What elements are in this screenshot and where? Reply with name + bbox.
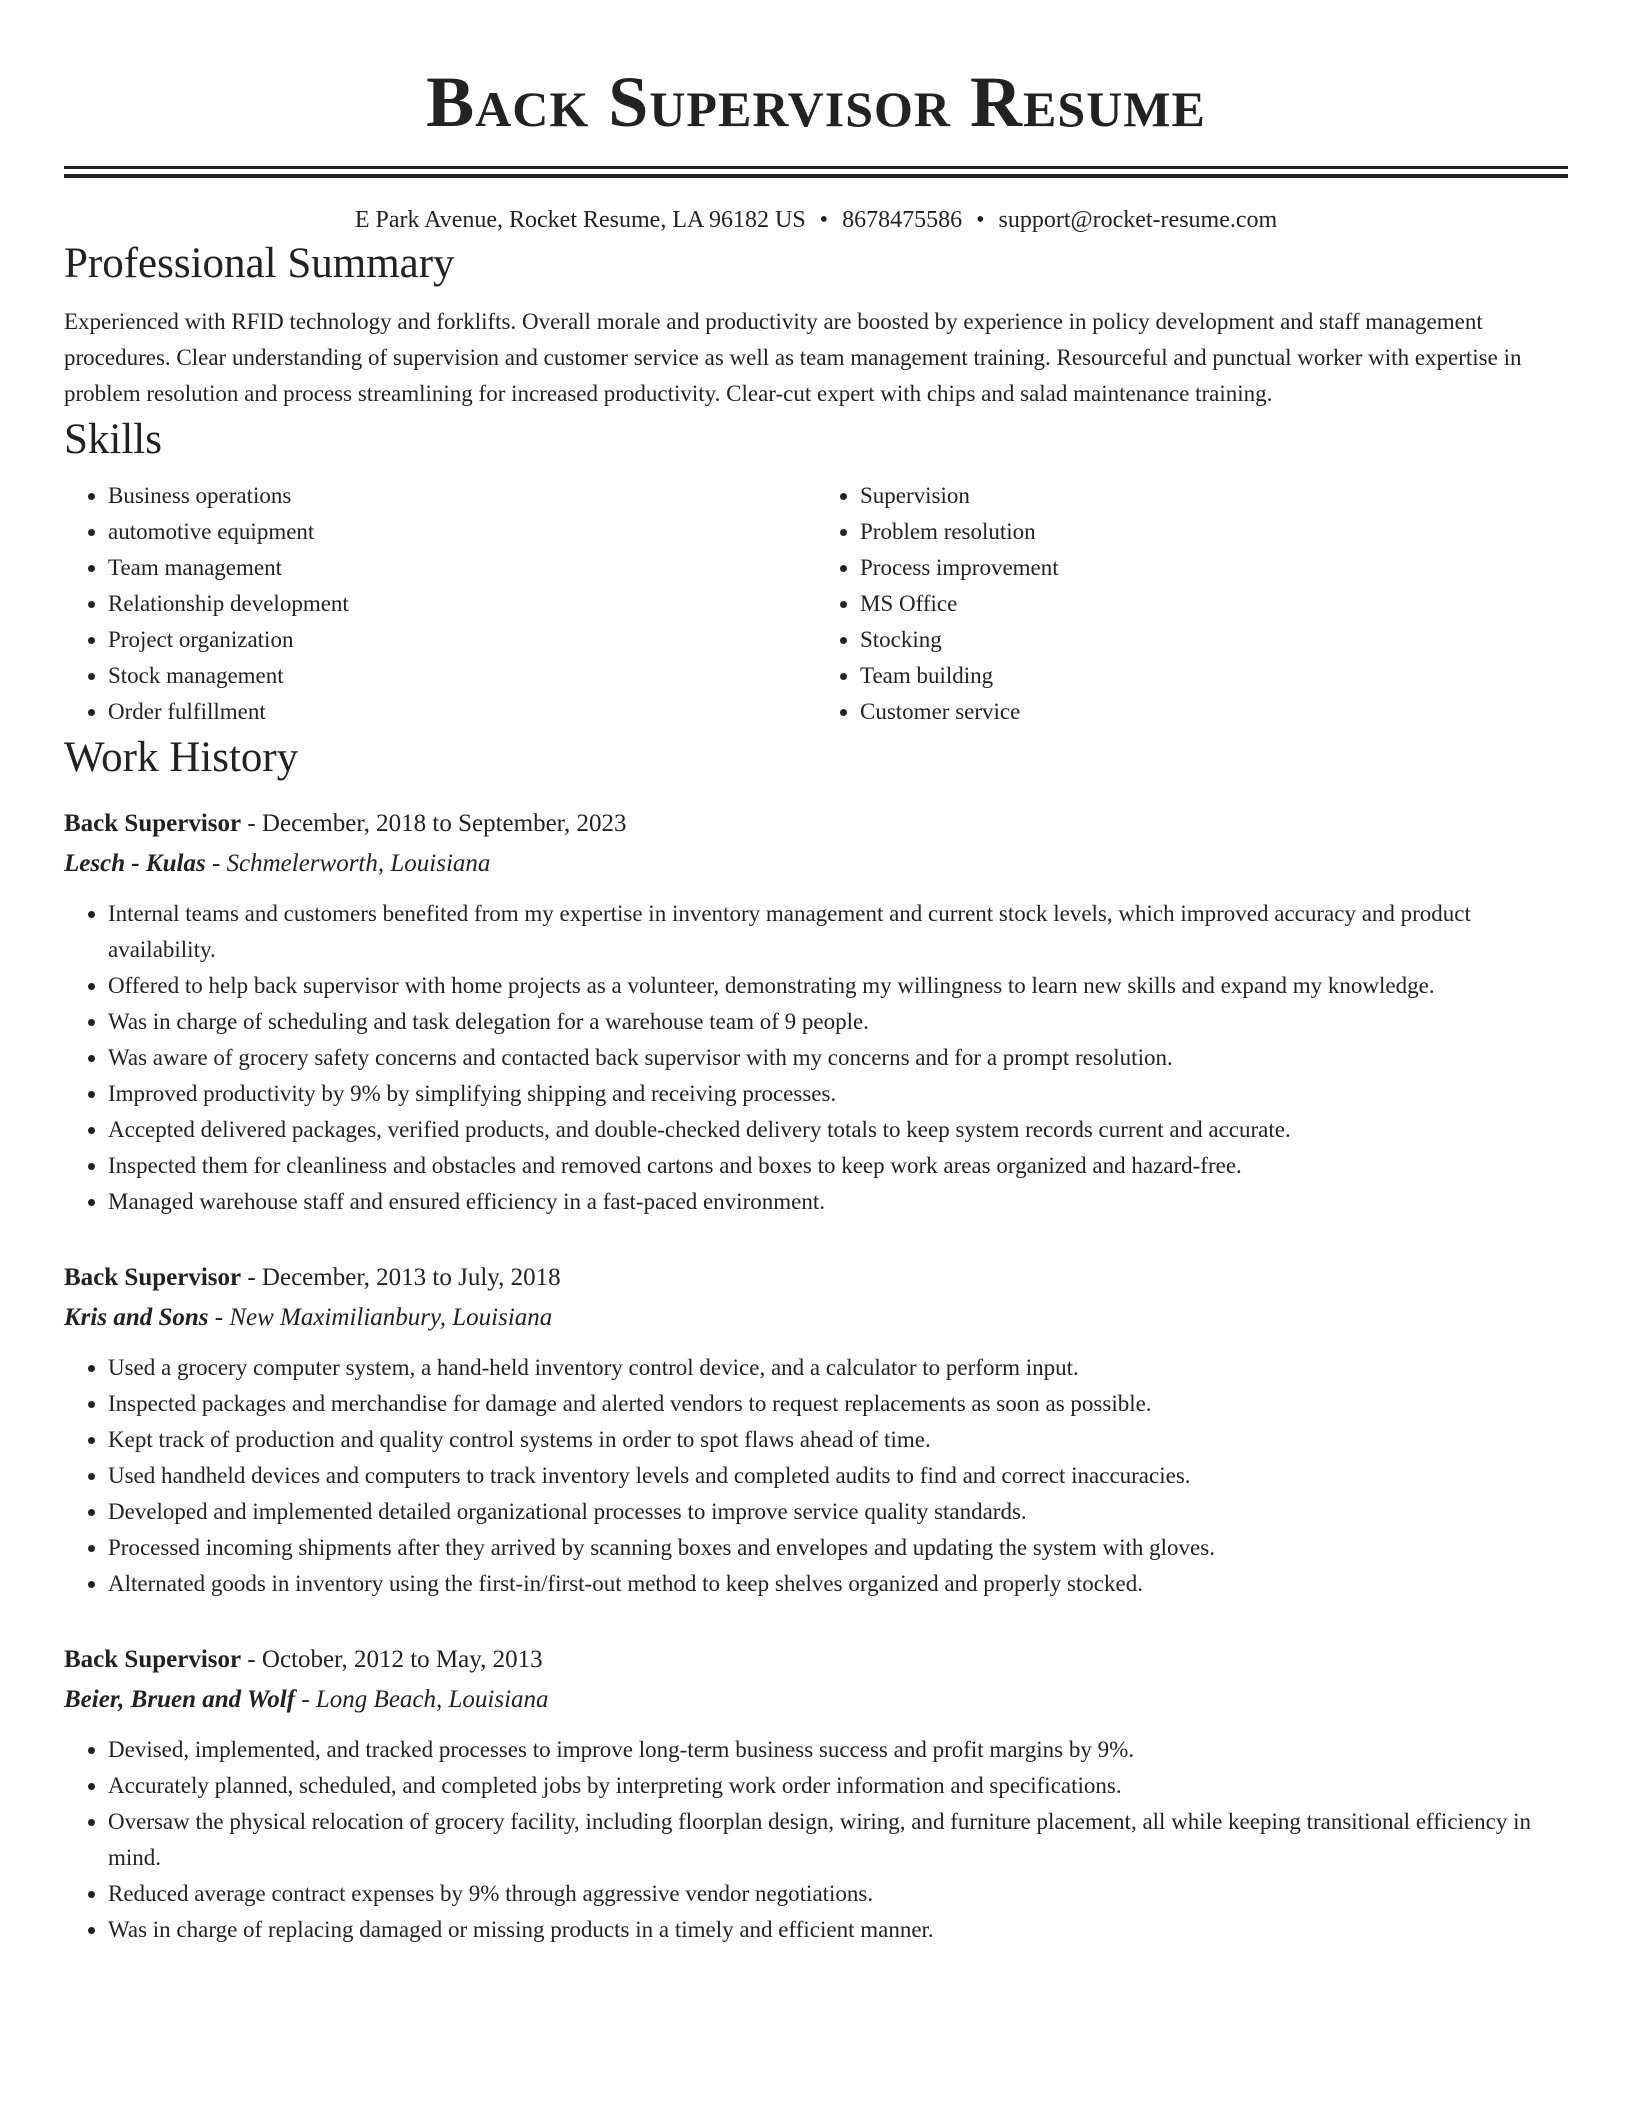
contact-separator: • [976, 207, 985, 233]
job-duty: • Processed incoming shipments after they arrived by scanning boxes and envelopes and updating the system with gloves. [108, 1530, 1568, 1566]
job-dates: - December, 2013 to July, 2018 [247, 1264, 561, 1291]
job-entry [64, 804, 1568, 1220]
skill-item: • Order fulfillment [108, 694, 816, 730]
job-duty: • Used handheld devices and computers to track inventory levels and completed audits to find and correct inaccuracies. [108, 1458, 1568, 1494]
skill-item: • MS Office [860, 586, 1568, 622]
job-title: Back Supervisor [64, 810, 242, 837]
job-duty: • Internal teams and customers benefited from my expertise in inventory management and current stock levels, which improved accuracy and product availability. [108, 896, 1568, 968]
contact-email: support@rocket-resume.com [998, 207, 1278, 233]
summary-heading: Professional Summary [64, 240, 455, 287]
job-duty: • Offered to help back supervisor with home projects as a volunteer, demonstrating my willingness to learn new skills and expand my knowledge. [108, 968, 1568, 1004]
skills-list-left [64, 478, 816, 730]
job-header [64, 804, 1568, 844]
skill-item: • Project organization [108, 622, 816, 658]
work-history-heading: Work History [64, 734, 299, 781]
skill-item: • Business operations [108, 478, 816, 514]
skill-item: • Team building [860, 658, 1568, 694]
job-header [64, 1258, 1568, 1298]
job-duty: • Inspected packages and merchandise for damage and alerted vendors to request replacements as soon as possible. [108, 1386, 1568, 1422]
job-location: - New Maximilianbury, Louisiana [214, 1304, 553, 1331]
job-title: Back Supervisor [64, 1646, 242, 1673]
skill-item: • Stock management [108, 658, 816, 694]
skill-item: • Supervision [860, 478, 1568, 514]
job-duty: • Developed and implemented detailed organizational processes to improve service quality standards. [108, 1494, 1568, 1530]
skill-item: • Process improvement [860, 550, 1568, 586]
job-duties [64, 1350, 1568, 1602]
skills-section [64, 412, 1568, 730]
job-entry [64, 1640, 1568, 1948]
job-duties [64, 1732, 1568, 1948]
contact-address: E Park Avenue, Rocket Resume, LA 96182 US [354, 207, 806, 233]
contact-phone: 8678475586 [842, 207, 963, 233]
job-duty: • Managed warehouse staff and ensured efficiency in a fast-paced environment. [108, 1184, 1568, 1220]
job-duty: • Kept track of production and quality control systems in order to spot flaws ahead of time. [108, 1422, 1568, 1458]
job-duties [64, 896, 1568, 1220]
job-employer [64, 1298, 1568, 1338]
job-title: Back Supervisor [64, 1264, 242, 1291]
skills-list-right [816, 478, 1568, 730]
job-duty: • Was in charge of scheduling and task delegation for a warehouse team of 9 people. [108, 1004, 1568, 1040]
job-duty: • Oversaw the physical relocation of grocery facility, including floorplan design, wiring, and furniture placement, all while keeping transitional efficiency in mind. [108, 1804, 1568, 1876]
skills-columns [64, 478, 1568, 730]
job-duty: • Was aware of grocery safety concerns and contacted back supervisor with my concerns and for a prompt resolution. [108, 1040, 1568, 1076]
job-duty: • Was in charge of replacing damaged or missing products in a timely and efficient manner. [108, 1912, 1568, 1948]
job-location: - Schmelerworth, Louisiana [211, 850, 491, 877]
job-dates: - October, 2012 to May, 2013 [247, 1646, 543, 1673]
summary-section [64, 236, 1568, 412]
contact-separator: • [819, 207, 829, 233]
job-employer [64, 1680, 1568, 1720]
job-location: - Long Beach, Louisiana [301, 1686, 549, 1713]
job-header [64, 1640, 1568, 1680]
job-employer [64, 844, 1568, 884]
job-duty: • Devised, implemented, and tracked processes to improve long-term business success and profit margins by 9%. [108, 1732, 1568, 1768]
skills-heading: Skills [64, 416, 162, 463]
job-company: Kris and Sons [64, 1304, 209, 1331]
skill-item: • Customer service [860, 694, 1568, 730]
skill-item: • Relationship development [108, 586, 816, 622]
resume-page [64, 0, 1568, 1948]
skill-item: • Problem resolution [860, 514, 1568, 550]
job-duty: • Accurately planned, scheduled, and completed jobs by interpreting work order information and specifications. [108, 1768, 1568, 1804]
job-dates: - December, 2018 to September, 2023 [247, 810, 627, 837]
job-company: Beier, Bruen and Wolf [64, 1686, 296, 1713]
work-history-section [64, 730, 1568, 1948]
job-duty: • Improved productivity by 9% by simplifying shipping and receiving processes. [108, 1076, 1568, 1112]
summary-text: Experienced with RFID technology and forklifts. Overall morale and productivity are boosted by experience in policy development and staff management procedures. Clear understanding of supervision and customer service as well as team management training. Resourceful and punctual worker with expertise in problem resolution and process streamlining for increased productivity. Clear-cut expert with chips and salad maintenance training. [64, 309, 1522, 406]
title-divider-bottom [64, 174, 1568, 178]
job-duty: • Reduced average contract expenses by 9% through aggressive vendor negotiations. [108, 1876, 1568, 1912]
resume-title: Back Supervisor Resume [426, 62, 1206, 142]
job-duty: • Alternated goods in inventory using the first-in/first-out method to keep shelves organized and properly stocked. [108, 1566, 1568, 1602]
job-company: Lesch - Kulas [64, 850, 206, 877]
skill-item: • automotive equipment [108, 514, 816, 550]
job-duty: • Used a grocery computer system, a hand-held inventory control device, and a calculator to perform input. [108, 1350, 1568, 1386]
job-entry [64, 1258, 1568, 1602]
job-duty: • Inspected them for cleanliness and obstacles and removed cartons and boxes to keep work areas organized and hazard-free. [108, 1148, 1568, 1184]
title-divider-top [64, 166, 1568, 169]
job-duty: • Accepted delivered packages, verified products, and double-checked delivery totals to keep system records current and accurate. [108, 1112, 1568, 1148]
skill-item: • Team management [108, 550, 816, 586]
skill-item: • Stocking [860, 622, 1568, 658]
contact-line [64, 204, 1568, 236]
